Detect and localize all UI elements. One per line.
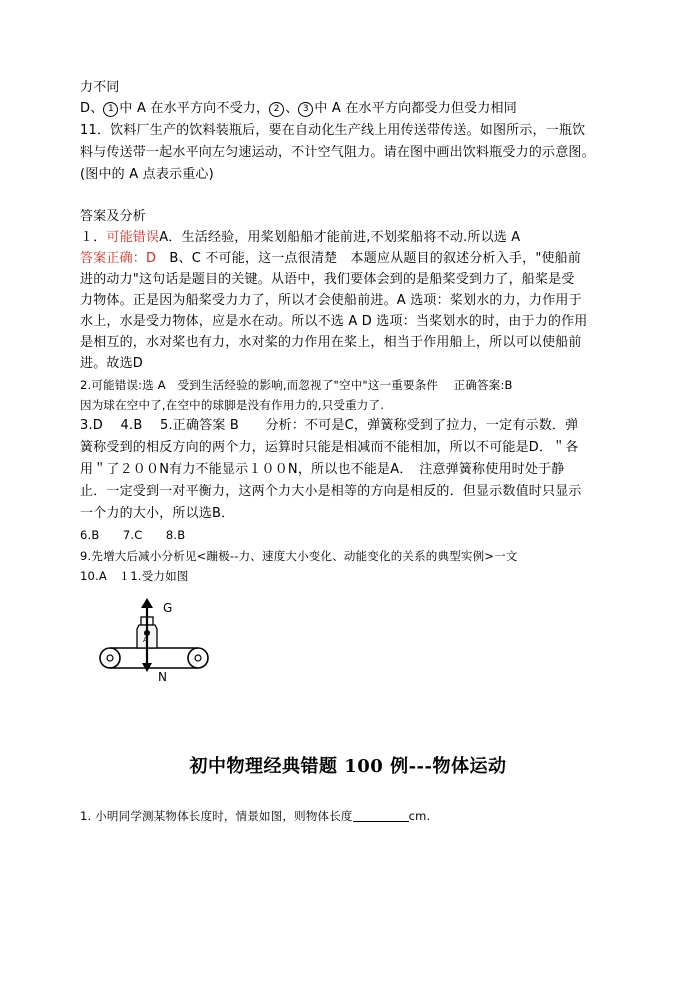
answer-1-number: １． [80, 230, 107, 245]
answers-heading: 答案及分析 [80, 209, 147, 224]
text-line: 用＂了２００N有力不能显示１００N，所以也不能是A． 注意弹簧称使用时处于静 [80, 462, 565, 477]
text-line: 力物体。正是因为船桨受力力了，所以才会使船前进。A 选项：桨划水的力，力作用于 [80, 293, 582, 308]
left-roller-axle [107, 655, 113, 661]
left-roller [100, 648, 120, 668]
answer-1-analysis: B、C 不可能，这一点很清楚 本题应从题目的叙述分析入手，"使船前 [156, 251, 582, 266]
right-roller-axle [195, 655, 201, 661]
option-d-prefix: D、 [80, 101, 104, 116]
text-line: 簧称受到的相反方向的两个力，运算时只能是相减而不能相加，所以不可能是D．＂各 [80, 440, 579, 455]
circled-number-3: 3 [298, 102, 313, 117]
possible-error-label: 可能错误 [106, 230, 160, 245]
text-line: 是相互的，水对桨也有力，水对桨的力作用在桨上，相当于作用船上，所以可以使船前 [80, 335, 582, 350]
text-line: 止．一定受到一对平衡力，这两个力大小是相等的方向是相反的．但显示数值时只显示 [80, 484, 582, 499]
question-1-line [80, 806, 430, 826]
question-1-unit: cm. [408, 809, 431, 823]
option-d-separator: 、 [285, 101, 299, 116]
upward-arrowhead [141, 598, 153, 608]
answers-6-8-line: 6.B 7.C 8.B [80, 528, 186, 542]
question-11-line-2: 料与传送带一起水平向左匀速运动，不计空气阻力。请在图中画出饮料瓶受力的示意图。 [80, 145, 595, 160]
text-line: 水上，水是受力物体，应是水在动。所以不选 A D 选项：当桨划水的时，由于力的作用 [80, 314, 588, 329]
answer-1-correct-line [80, 249, 581, 269]
right-roller [188, 648, 208, 668]
option-d-line [80, 99, 517, 119]
text-line: 力不同 [80, 80, 120, 95]
text-line: 一个力的大小，所以选B． [80, 506, 235, 521]
text-line: 进。故选D [80, 356, 144, 371]
force-g-label: G [163, 601, 173, 615]
option-d-text-1: 中 A 在水平方向不受力， [119, 101, 270, 116]
question-1-text: 1. 小明同学测某物体长度时，情景如图，则物体长度 [80, 809, 353, 823]
circled-number-1: 1 [103, 102, 118, 117]
correct-answer-label: 答案正确：D [80, 251, 157, 266]
question-11-line-1: 11．饮料厂生产的饮料装瓶后，要在自动化生产线上用传送带传送。如图所示，一瓶饮 [80, 123, 586, 138]
answer-blank [353, 809, 409, 822]
answer-3-5-line: 3.D 4.B 5.正确答案 B 分析：不可是C，弹簧称受到了拉力，一定有示数．弹 [80, 418, 579, 433]
answer-2-line: 2.可能错误:选 A 受到生活经验的影响,而忽视了"空中"这一重要条件 正确答案:B [80, 378, 513, 392]
point-a-label: A [143, 636, 148, 644]
section-heading: 初中物理经典错题 100 例---物体运动 [189, 756, 507, 777]
force-n-label: N [158, 670, 167, 684]
circled-number-2: 2 [269, 102, 284, 117]
answer-9-line: 9.先增大后减小分析见<蹦极--力、速度大小变化、动能变化的关系的典型实例>一文 [80, 549, 518, 563]
option-d-text-2: 中 A 在水平方向都受力但受力相同 [314, 101, 517, 116]
text-line: 进的动力"这句话是题目的关键。从语中，我们要体会到的是船桨受到力了，船桨是受 [80, 272, 575, 287]
question-11-line-3: (图中的 A 点表示重心) [80, 167, 214, 182]
answer-1-text: A．生活经验，用桨划船船才能前进,不划桨船将不动.所以选 A [159, 230, 521, 245]
answer-1-line [80, 228, 520, 248]
force-diagram [95, 596, 220, 690]
answer-10-11-line: 10.A １1.受力如图 [80, 569, 189, 583]
answer-2-explanation: 因为球在空中了,在空中的球脚是没有作用力的,只受重力了. [80, 398, 385, 412]
